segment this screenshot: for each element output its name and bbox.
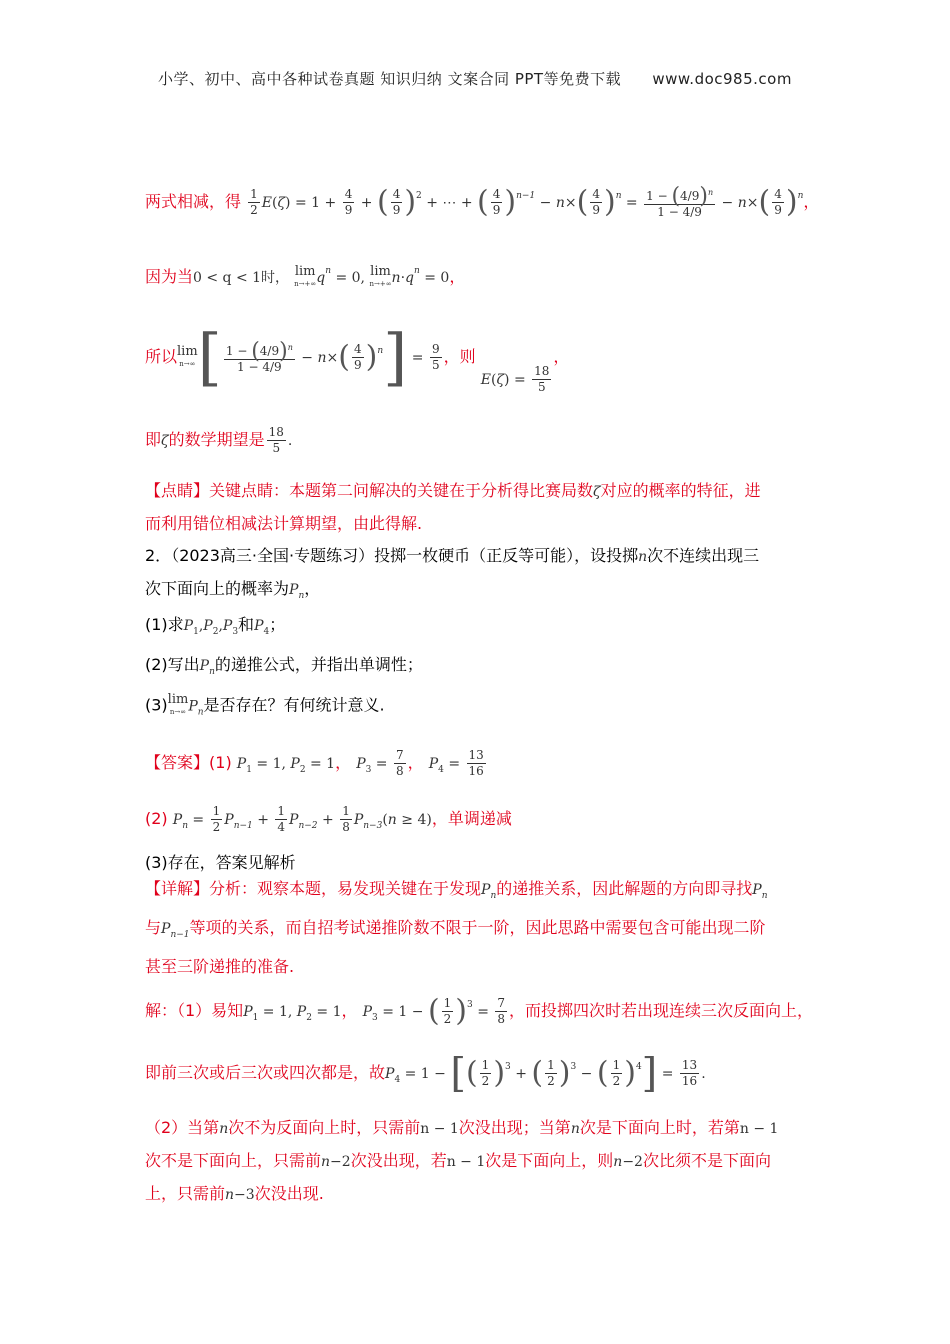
question-part-3: (3)lim n→∞ $P_n$是否存在？有何统计意义.: [145, 692, 385, 718]
solution-text-12: 上，只需前: [145, 1184, 226, 1203]
frac-geometric: $\frac{1 - (4/9)^n}{1 - 4/9}$: [646, 184, 714, 219]
dianjing-paragraph: 【点睛】关键点睛：本题第二问解决的关键在于分析得比赛局数ζ对应的概率的特征，进 而利用错位相减法计算期望，由此得解.: [145, 481, 761, 533]
solution-text-10: 次是下面向上，则: [485, 1151, 614, 1170]
part-3-text: 是否存在？有何统计意义.: [203, 695, 385, 715]
solution-text-11: 次比须不是下面向: [642, 1151, 771, 1170]
text-so: 所以: [145, 347, 178, 366]
question-part-1: (1)求$P_1,P_2,P_3$和$P_4$；: [145, 615, 286, 637]
answer-2-label: (2): [145, 809, 168, 828]
condition-text: 0 < q < 1时，: [193, 270, 290, 286]
answer-line-1: 【答案】(1) $P_1 = 1$, $P_2 = 1$， $P_3$ = $\frac{7}{8}$ ， $P_4$ = $\frac{13}{16}$: [145, 748, 484, 778]
answer-line-2: (2) $P_n$ = $\frac{1}{2}$ $P_{n-1}$ + $\frac{1}{4}$ $P_{n-2}$ + $\frac{1}{8}$ $P_{n-3}(n \ge 4)$，单调递减: [145, 804, 512, 834]
detail-text-4: 等项的关系，而自招考试递推阶数不限于一阶，因此思路中需要包含可能出现二阶: [189, 918, 766, 937]
part-2-text: 的递推公式，并指出单调性；: [214, 655, 423, 674]
solution-text-6: 次没出现；当第: [458, 1118, 571, 1137]
text-prefix: 两式相减，得: [145, 192, 242, 211]
part-2-label: (2)写出: [145, 655, 200, 674]
solution-text-13: 次没出现.: [254, 1184, 324, 1203]
part-1-label: (1)求: [145, 615, 184, 634]
limit-fact-line: 因为当0 < q < 1时， lim n→+∞ $q^n = 0$, lim n→+∞ $n\cdot q^n = 0$，: [145, 263, 466, 288]
dianjing-tag: 【点睛】: [145, 481, 210, 500]
stem-text-3: 次下面向上的概率为: [145, 579, 290, 598]
solution-text-7: 次是下面向上时，若第: [579, 1118, 740, 1137]
frac-half: $\frac{1}{2}$: [250, 187, 258, 217]
answer-tag: 【答案】: [145, 753, 210, 772]
solution-text-1: 解：（1）易知: [145, 1001, 244, 1020]
text-then: ，则: [443, 347, 476, 366]
detail-tag: 【详解】: [145, 879, 210, 898]
detail-text-3: 与: [145, 918, 162, 937]
formula-line-subtract: 两式相减，得 $\frac{1}{2}$ E(ζ) = 1 + $\frac{4}{9}$ + ( $\frac{4}{9}$ )$^2$ + ⋯ + ( $\frac{4}{9}$ )$^{n-1}$ − n×( $\frac{4}{9}$ )$^n$ = $\frac{1 - (4/9)^n}{1 - 4/9}$ − n×( $\frac{4}{9}$ )$^n$，: [145, 184, 820, 220]
question-part-2: (2)写出$P_n$的递推公式，并指出单调性；: [145, 655, 423, 677]
solution-text-3: 即前三次或后三次或四次都是，故: [145, 1063, 386, 1082]
expectation-line: 即ζ的数学期望是 $\frac{18}{5}$ .: [145, 425, 293, 455]
solution-text-5: 次不为反面向上时，只需前: [228, 1118, 421, 1137]
header-url[interactable]: www.doc985.com: [652, 70, 792, 88]
solution-text-8: 次不是下面向上，只需前: [145, 1151, 322, 1170]
solution-text-9: 次没出现，若: [350, 1151, 447, 1170]
question-number: 2．: [145, 546, 172, 565]
detail-text-2: 的递推关系，因此解题的方向即寻找: [496, 879, 753, 898]
page-header: [0, 68, 950, 89]
dianjing-text-1: 关键点睛：本题第二问解决的关键在于分析得比赛局数: [209, 481, 594, 500]
answer-1-label: (1): [209, 753, 232, 772]
limit-result-line: 所以lim n→∞ [ $\frac{1 - (4/9)^n}{1 - 4/9}$ − n×( $\frac{4}{9}$ )$^n$] = $\frac{9}{5}$ ，则 E(ζ) = $\frac{18}{5}$ ，: [145, 320, 570, 394]
detail-text-5: 甚至三阶递推的准备.: [145, 957, 295, 976]
detail-paragraph: 【详解】分析：观察本题，易发现关键在于发现$P_n$的递推关系，因此解题的方向即寻找$P_n$ 与$P_{n-1}$等项的关系，而自招考试递推阶数不限于一阶，因此思路中需要包含可能出现二阶 甚至三阶递推的准备.: [145, 879, 768, 976]
solution-text-2: ，而投掷四次时若出现连续三次反面向上，: [509, 1001, 814, 1020]
stem-text-2: 次不连续出现三: [647, 546, 760, 565]
frac: $\frac{4}{9}$: [344, 187, 353, 217]
solution-line-2: 即前三次或后三次或四次都是，故$P_4 = 1$ − [( $\frac{1}{2}$ )$^3$ + ( $\frac{1}{2}$ )$^3$ − ( $\frac{1}{2}$ )$^4$] = $\frac{13}{16}$ .: [145, 1050, 706, 1097]
text-ie: 即: [145, 430, 162, 449]
answer-line-3: [145, 852, 296, 874]
solution-paragraph-2: （2）当第n次不为反面向上时，只需前n − 1次没出现；当第n次是下面向上时，若第n − 1 次不是下面向上，只需前n−2次没出现，若n − 1次是下面向上，则n−2次比须不是下面向 上，只需前n−3次没出现.: [145, 1118, 779, 1203]
text-because: 因为当: [145, 267, 194, 286]
answer-2-tail: ，单调递减: [431, 809, 512, 828]
dianjing-text-3: 而利用错位相减法计算期望，由此得解.: [145, 514, 423, 533]
text-and: 和: [238, 615, 255, 634]
question-2-stem: 2．（2023高三·全国·专题练习）投掷一枚硬币（正反等可能），设投掷n次不连续出现三 次下面向上的概率为$P_n$，: [145, 546, 760, 601]
question-source: （2023高三·全国·专题练习）: [171, 546, 375, 565]
part-3-label: (3): [145, 695, 168, 715]
lim-symbol: lim n→+∞: [294, 263, 317, 288]
dianjing-text-2: 对应的概率的特征，进: [600, 481, 761, 500]
answer-3-text: (3)存在，答案见解析: [145, 853, 296, 872]
header-text: 小学、初中、高中各种试卷真题 知识归纳 文案合同 PPT等免费下载: [158, 70, 622, 88]
text-expectation: 的数学期望是: [168, 430, 265, 449]
stem-text-1: 投掷一枚硬币（正反等可能），设投掷: [374, 546, 639, 565]
solution-text-4: （2）当第: [145, 1118, 220, 1137]
solution-line-1: 解：（1）易知$P_1 = 1$, $P_2 = 1$， $P_3 = 1$ − ( $\frac{1}{2}$ )$^3$ = $\frac{7}{8}$ ，而投掷四次时若出现连续三次反面向上，: [145, 993, 814, 1029]
detail-text-1: 分析：观察本题，易发现关键在于发现: [209, 879, 482, 898]
